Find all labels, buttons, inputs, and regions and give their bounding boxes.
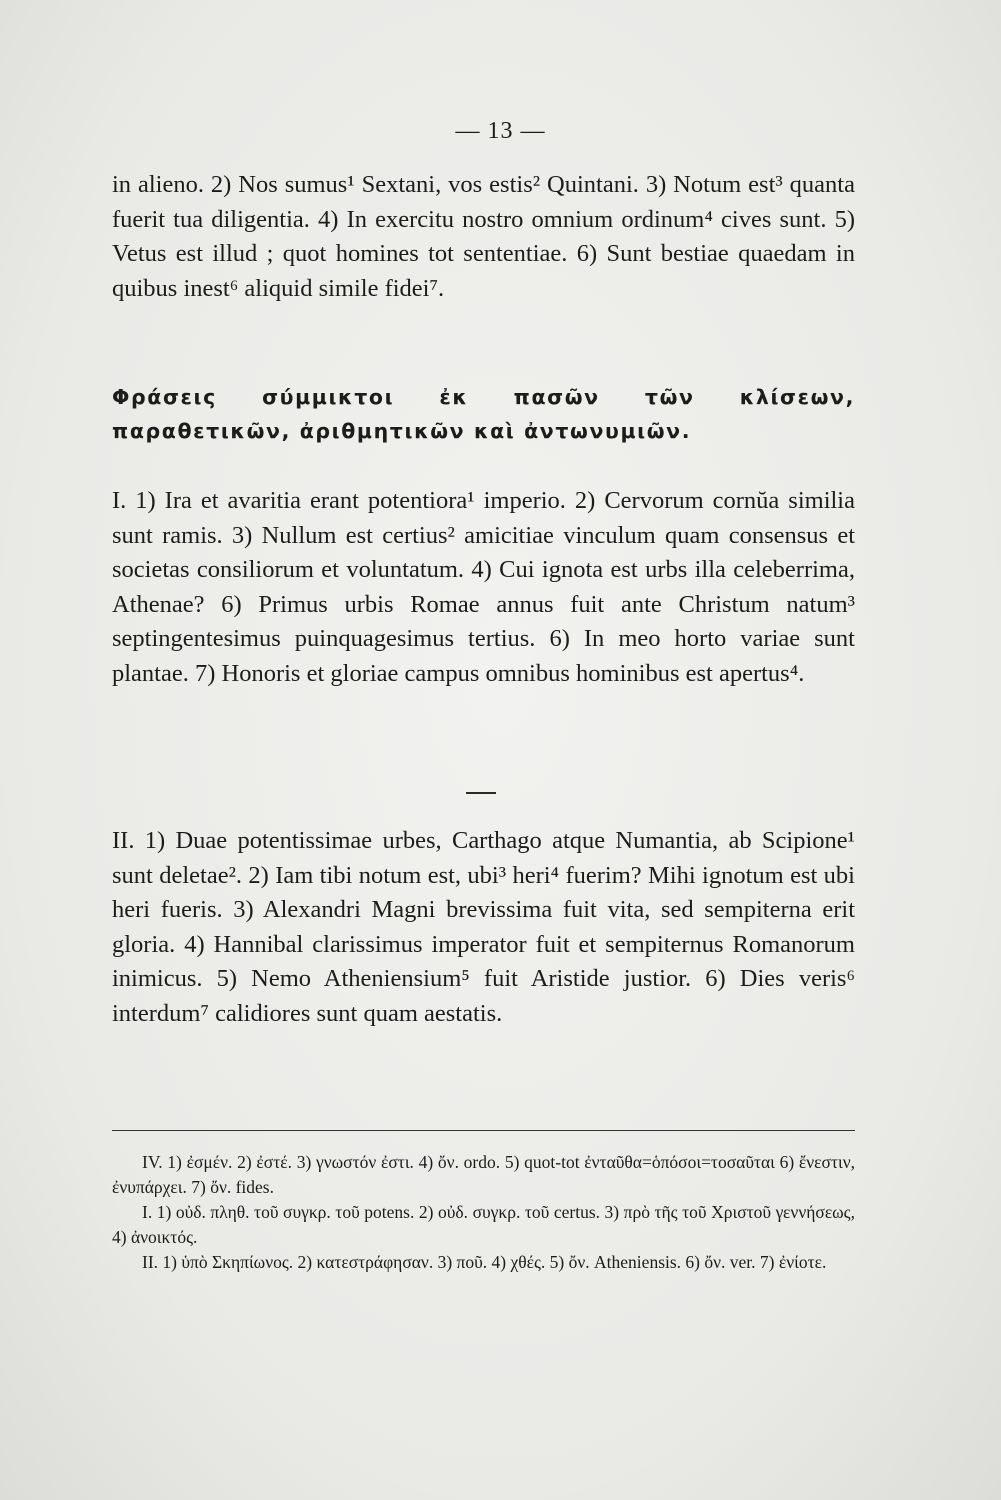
paragraph-section-ii-text: II. 1) Duae potentissimae urbes, Carthago atque Numantia, ab Scipione¹ sunt deletae². 2) Iam tibi notum est, ubi³ heri⁴ fuerim? Mihi ignotum est ubi heri fueris. 3) Alexandri Magni brevissima fuit vita, sed sempiterna erit gloria. 4) Hannibal clarissimus imperator fuit et sempiternus Romanorum inimicus. 5) Nemo Atheniensium⁵ fuit Aristide justior. 6) Dies veris⁶ interdum⁷ calidiores sunt quam aestatis. — [112, 827, 855, 1027]
paragraph-intro-text: in alieno. 2) Nos sumus¹ Sextani, vos estis² Quintani. 3) Notum est³ quanta fuerit tua diligentia. 4) In exercitu nostro omnium ordinum⁴ cives sunt. 5) Vetus est illud ; quot homines tot sententiae. 6) Sunt bestiae quaedam in quibus inest⁶ aliquid simile fidei⁷. — [112, 171, 855, 302]
footnote-rule — [112, 1130, 855, 1131]
paragraph-intro — [112, 168, 855, 306]
page-number: — 13 — — [455, 118, 546, 144]
paragraph-section-i-text: I. 1) Ira et avaritia erant potentiora¹ imperio. 2) Cervorum cornŭa similia sunt ramis. 3) Nullum est certius² amicitiae vinculum quam consensus et societas consiliorum et voluntatum. 4) Cui ignota est urbs illa celeberrima, Athenae? 6) Primus urbis Romae annus fuit ante Christum natum³ septingentesimus puinquagesimus tertius. 6) In meo horto variae sunt plantae. 7) Honoris et gloriae campus omnibus hominibus est apertus⁴. — [112, 487, 855, 687]
footnote-ii: II. 1) ὑπὸ Σκηπίωνος. 2) κατεστράφησαν. 3) ποῦ. 4) χθές. 5) ὄν. Atheniensis. 6) ὄν. ver. 7) ἐνίοτε. — [142, 1252, 827, 1272]
paragraph-section-ii — [112, 824, 855, 1032]
section-heading: Φράσεις σύμμικτοι ἐκ πασῶν τῶν κλίσεων, παραθετικῶν, ἀριθμητικῶν καὶ ἀντωνυμιῶν. — [112, 385, 855, 443]
paragraph-section-i — [112, 484, 855, 692]
footnotes — [112, 1150, 855, 1275]
section-separator — [466, 792, 496, 794]
footnote-i: I. 1) οὐδ. πληθ. τοῦ συγκρ. τοῦ potens. 2) οὐδ. συγκρ. τοῦ certus. 3) πρὸ τῆς τοῦ Χριστοῦ γεννήσεως, 4) ἀνοικτός. — [112, 1202, 855, 1247]
footnote-iv: IV. 1) ἐσμέν. 2) ἐστέ. 3) γνωστόν ἐστι. 4) ὄν. ordo. 5) quot-tot ἐνταῦθα=ὁπόσοι=τοσαῦται 6) ἔνεστιν, ἐνυπάρχει. 7) ὄν. fides. — [112, 1152, 855, 1197]
